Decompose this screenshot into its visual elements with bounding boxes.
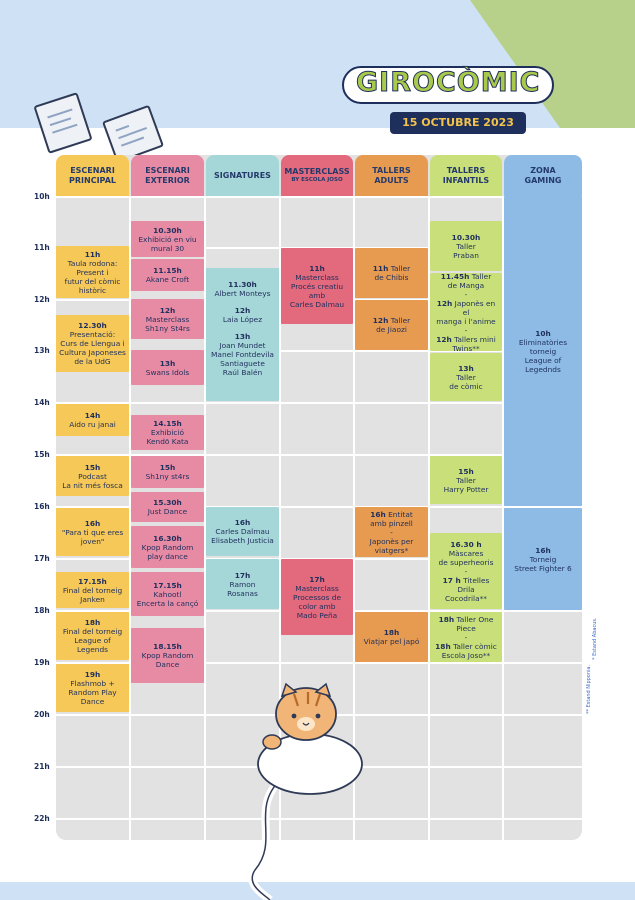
header-line: ESCENARI (70, 165, 115, 175)
event-time: 12h (436, 334, 452, 344)
event-description: Kpop Random play dance (141, 542, 194, 561)
event-description: Masterclass Processos de color amb Mado Peña (293, 583, 341, 620)
event-time: 13h (458, 363, 474, 373)
event-time: 11.15h (153, 266, 182, 275)
event-description: Japonès en el manga i l'anime (436, 298, 496, 326)
event-time: 17.15h (153, 580, 182, 590)
event-time: 12h (372, 316, 389, 325)
event-block (281, 248, 353, 324)
column-header-principal (56, 155, 129, 196)
event-block (355, 507, 428, 557)
event-block (430, 221, 502, 271)
event-description: Akane Croft (145, 275, 190, 284)
event-date: 15 OCTUBRE 2023 (390, 112, 526, 134)
footnote-nipponia: ** Estand Nipponia. (586, 664, 592, 714)
event-description: Just Dance (147, 507, 188, 516)
event-description: Masterclass Sh1ny St4rs (145, 314, 190, 333)
event-block (430, 533, 502, 609)
event-block (206, 268, 279, 401)
event-block (131, 350, 204, 385)
event-block (430, 612, 502, 662)
event-block (131, 572, 204, 616)
event-description: Taula rodona: Present i futur del còmic històric (64, 258, 121, 295)
event-time: 12h (436, 298, 453, 308)
event-time: 12.30h (78, 321, 107, 330)
event-block (355, 612, 428, 662)
time-label: 21h (34, 762, 50, 771)
event-description: Final del torneig League of Legends (62, 627, 123, 654)
time-label: 13h (34, 346, 50, 355)
event-time: 14.15h (153, 419, 182, 428)
event-description: Tallers mini Twins** (452, 334, 496, 353)
event-time: 18h (84, 618, 101, 627)
header-line: PRINCIPAL (69, 175, 116, 185)
event-description: Taller de Chibis (374, 264, 411, 282)
time-label: 10h (34, 192, 50, 201)
event-time: 18h (435, 641, 451, 651)
event-description: Sh1ny st4rs (145, 472, 190, 481)
event-time: 19h (84, 670, 101, 679)
header-line: TALLERS (372, 165, 411, 175)
time-label: 19h (34, 658, 50, 667)
header-line: MASTERCLASS (284, 167, 350, 176)
event-description: Masterclass Procés creatiu amb Carles Dalmau (289, 272, 345, 309)
event-block (504, 508, 582, 610)
header-line: ESCENARI (145, 165, 190, 175)
event-block (430, 273, 502, 351)
event-block (131, 492, 204, 522)
event-block (56, 315, 129, 372)
separator: - (390, 527, 393, 537)
time-label: 12h (34, 295, 50, 304)
header-line: GAMING (524, 175, 562, 185)
header-line: SIGNATURES (214, 170, 271, 180)
event-block (131, 299, 204, 339)
column-header-masterclass (281, 155, 353, 196)
event-description: Exhibició Kendō Kata (146, 428, 189, 446)
event-block (430, 353, 502, 401)
event-time: 12h (234, 306, 251, 315)
event-description: Albert Monteys (214, 289, 271, 298)
event-block (56, 664, 129, 712)
event-block (355, 300, 428, 350)
event-description: Presentació: Curs de Llengua i Cultura Japoneses de la UdG (59, 330, 126, 366)
event-time: 11h (84, 249, 101, 259)
logo-text: GIROCÒMIC (356, 67, 541, 98)
event-description: Entitat amb pinzell (370, 509, 413, 528)
event-block (56, 404, 129, 436)
event-description: "Para ti que eres joven" (61, 527, 124, 546)
event-block (206, 559, 279, 609)
event-block (56, 612, 129, 660)
column-header-adults (355, 155, 428, 196)
time-label: 11h (34, 243, 50, 252)
event-description: Japonès per viatgers* (369, 536, 414, 555)
column-header-signatures (206, 155, 279, 196)
event-description: Taller Harry Potter (443, 475, 489, 494)
time-label: 17h (34, 554, 50, 563)
separator: - (464, 632, 468, 642)
event-description: Taller còmic Escola Joso** (441, 641, 497, 660)
event-time: 16h (84, 518, 101, 528)
event-time: 13h (159, 358, 176, 368)
time-label: 18h (34, 606, 50, 615)
event-time: 11h (372, 264, 389, 273)
column-header-exterior (131, 155, 204, 196)
event-time: 11.45h (440, 271, 470, 281)
header-line: INFANTILS (442, 175, 490, 185)
header-line: TALLERS (446, 165, 486, 175)
separator: - (464, 289, 468, 299)
event-time: 15h (159, 463, 176, 472)
event-description: Ramon Rosanas (227, 579, 258, 598)
time-label: 20h (34, 710, 50, 719)
event-time: 12h (159, 305, 176, 315)
event-block (206, 507, 279, 556)
event-time: 15h (458, 466, 474, 476)
event-description: Eliminatòries torneig League of Legednds (518, 337, 568, 374)
event-block (131, 456, 204, 488)
event-time: 15h (84, 462, 101, 472)
column-header-infantils (430, 155, 502, 196)
girocomic-logo (342, 62, 554, 129)
event-time: 17.15h (78, 576, 107, 586)
event-description: Swans Idols (145, 367, 190, 377)
event-time: 16.30 h (450, 539, 482, 549)
event-time: 10.30h (153, 225, 182, 235)
event-time: 18h (438, 614, 455, 624)
event-time: 17 h (442, 575, 461, 585)
event-description: Carles Dalmau Elisabeth Justicia (211, 527, 274, 545)
event-time: 11h (309, 263, 325, 273)
event-time: 11.30h (228, 280, 257, 289)
event-block (56, 508, 129, 556)
event-time: 18h (383, 628, 400, 637)
event-time: 16h (234, 518, 251, 527)
time-label: 15h (34, 450, 50, 459)
event-block (355, 248, 428, 298)
header-line: ZONA (530, 165, 556, 175)
footnote-abacus: * Estand Abacus. (592, 617, 598, 660)
time-label: 22h (34, 814, 50, 823)
event-time: 13h (234, 332, 251, 341)
event-block (131, 415, 204, 450)
event-time: 17h (309, 574, 325, 584)
event-time: 16h (535, 545, 551, 555)
event-block (56, 246, 129, 298)
event-description: Final del torneig Janken (62, 585, 123, 604)
event-block (131, 221, 204, 257)
event-block (56, 572, 129, 608)
column-header-gaming (504, 155, 582, 196)
event-description: Joan Mundet Manel Fontdevila Santiaguete Raúl Balén (211, 341, 274, 377)
event-description: Exhibició en viu mural 30 (138, 234, 197, 253)
time-label: 16h (34, 502, 50, 511)
event-time: 16h (370, 509, 386, 519)
time-label: 14h (34, 398, 50, 407)
event-description: Laia López (222, 315, 263, 324)
event-block (430, 456, 502, 504)
event-block (131, 628, 204, 683)
header-line: ADULTS (374, 175, 409, 185)
event-time: 17h (234, 570, 251, 580)
event-description: Taller de Manga (447, 271, 492, 290)
event-time: 18.15h (153, 642, 182, 651)
event-description: Màscares de superheoris (438, 548, 494, 567)
header-subline: BY ESCOLA JOSO (291, 177, 343, 183)
event-time: 10.30h (451, 232, 481, 242)
event-description: Taller de còmic (449, 372, 483, 391)
event-time: 10h (535, 328, 551, 338)
event-time: 15.30h (153, 498, 182, 507)
event-block (281, 559, 353, 635)
event-time: 16.30h (153, 533, 182, 543)
header-line: EXTERIOR (145, 175, 190, 185)
event-description: Titelles Drila Cocodrila** (444, 575, 490, 603)
event-description: Kahootl Encerta la cançó (136, 589, 199, 608)
event-description: Aido ru janai (69, 420, 116, 429)
event-block (56, 456, 129, 496)
separator: - (464, 566, 468, 576)
event-block (131, 259, 204, 291)
separator: - (464, 325, 468, 335)
event-description: Podcast La nit més fosca (62, 471, 123, 490)
event-description: Flashmob + Random Play Dance (68, 679, 117, 706)
event-description: Taller One Piece (456, 614, 494, 633)
event-description: Kpop Random Dance (141, 651, 194, 669)
tiger-mascot-icon (210, 680, 370, 900)
event-description: Torneig Street Fighter 6 (514, 554, 572, 573)
event-description: Viatjar pel japó (363, 637, 420, 646)
event-block (131, 526, 204, 568)
event-block (504, 196, 582, 506)
event-time: 14h (84, 411, 101, 420)
event-description: Taller de Jiaozi (376, 316, 411, 334)
event-description: Taller Praban (453, 241, 479, 260)
